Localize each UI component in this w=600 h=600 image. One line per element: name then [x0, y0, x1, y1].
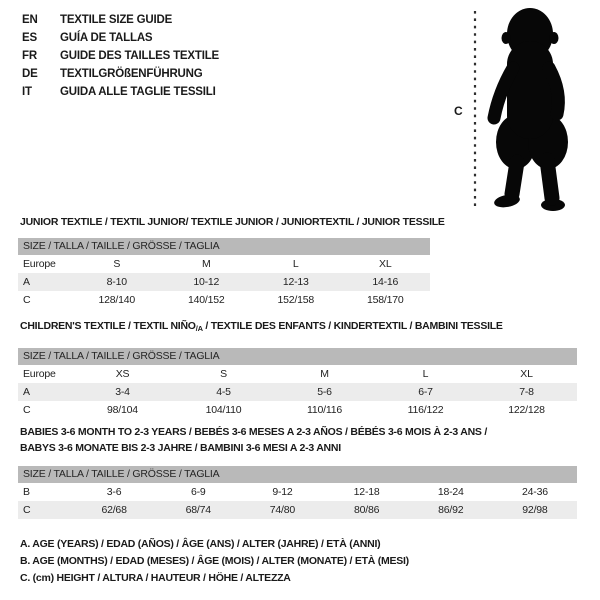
language-title-block [22, 11, 219, 101]
lang-title-es: GUÍA DE TALLAS [60, 32, 153, 44]
table-cell: 12-18 [353, 486, 380, 498]
height-measure-label: C [454, 104, 463, 118]
column-header: S [113, 258, 121, 270]
table-cell: 92/98 [522, 504, 548, 516]
table-row [18, 291, 430, 309]
table-cell: 74/80 [269, 504, 296, 516]
table-cell: 158/170 [366, 294, 404, 306]
table-cell: 7-8 [519, 386, 534, 398]
height-figure [450, 4, 598, 216]
column-header: L [292, 258, 299, 270]
column-header: M [320, 368, 329, 380]
children-title-subscript: /A [195, 324, 203, 333]
row-label: C [23, 504, 31, 516]
column-header: XL [520, 368, 533, 380]
junior-section [18, 215, 445, 309]
table-row [18, 401, 577, 419]
table-cell: 128/140 [98, 294, 136, 306]
row-label: Europe [23, 368, 56, 380]
table-cell: 10-12 [193, 276, 220, 288]
lang-title-de: TEXTILGRÖßENFÜHRUNG [60, 68, 203, 80]
table-row [18, 501, 577, 519]
table-cell: 122/128 [508, 404, 545, 416]
junior-section-title: JUNIOR TEXTILE / TEXTIL JUNIOR/ TEXTILE JUNIOR / JUNIORTEXTIL / JUNIOR TESSILE [20, 216, 445, 228]
table-cell: 18-24 [437, 486, 464, 498]
table-cell: 12-13 [282, 276, 309, 288]
babies-section-title [18, 424, 577, 456]
table-row [18, 365, 577, 383]
lang-code-it: IT [22, 86, 32, 98]
children-title-part1: CHILDREN'S TEXTILE / TEXTIL NIÑO [20, 320, 196, 332]
footnote-a: A. AGE (YEARS) / EDAD (AÑOS) / ÂGE (ANS) / ALTER (JAHRE) / ETÀ (ANNI) [20, 538, 381, 550]
column-header: XL [379, 258, 392, 270]
table-cell: 4-5 [216, 386, 231, 398]
table-cell: 6-9 [190, 486, 206, 498]
row-label: B [23, 486, 30, 498]
babies-title-line1: BABIES 3-6 MONTH TO 2-3 YEARS / BEBÉS 3-6 MESES A 2-3 AÑOS / BÉBÉS 3-6 MOIS À 2-3 ANS / [20, 426, 488, 438]
column-header: M [201, 258, 211, 270]
lang-row-it [22, 83, 219, 101]
table-cell: 98/104 [107, 404, 138, 416]
footnotes [20, 536, 409, 587]
table-cell: 3-4 [115, 386, 130, 398]
lang-code-es: ES [22, 32, 37, 44]
table-row [18, 483, 577, 501]
table-cell: 152/158 [277, 294, 315, 306]
children-section-title [20, 319, 577, 334]
column-header: S [220, 368, 227, 380]
row-label: A [23, 386, 30, 398]
table-cell: 62/68 [101, 504, 127, 516]
lang-row-de [22, 65, 219, 83]
children-section [18, 319, 577, 419]
table-row [18, 273, 430, 291]
table-cell: 68/74 [185, 504, 211, 516]
column-header: L [422, 368, 429, 380]
children-title-part2: / TEXTILE DES ENFANTS / KINDERTEXTIL / BAMBINI TESSILE [202, 320, 503, 332]
footnote-b: B. AGE (MONTHS) / EDAD (MESES) / ÂGE (MOIS) / ALTER (MONATE) / ETÀ (MESI) [20, 555, 409, 567]
row-label: Europe [23, 258, 56, 270]
babies-size-header: SIZE / TALLA / TAILLE / GRÖSSE / TAGLIA [18, 466, 577, 483]
babies-section [18, 424, 577, 519]
lang-code-de: DE [22, 68, 38, 80]
table-cell: 3-6 [106, 486, 122, 498]
table-cell: 6-7 [418, 386, 433, 398]
table-row [18, 383, 577, 401]
footnote-c: C. (cm) HEIGHT / ALTURA / HAUTEUR / HÖHE / ALTEZZA [20, 572, 291, 584]
baby-silhouette-graphic [450, 4, 598, 216]
lang-row-fr [22, 47, 219, 65]
lang-title-it: GUIDA ALLE TAGLIE TESSILI [60, 86, 216, 98]
children-size-header: SIZE / TALLA / TAILLE / GRÖSSE / TAGLIA [18, 348, 577, 365]
table-cell: 104/110 [205, 404, 242, 416]
row-label: C [23, 404, 31, 416]
row-label: A [23, 276, 30, 288]
table-row [18, 255, 430, 273]
lang-code-en: EN [22, 14, 38, 26]
table-cell: 116/122 [407, 404, 444, 416]
table-cell: 14-16 [372, 276, 399, 288]
row-label: C [23, 294, 31, 306]
lang-code-fr: FR [22, 50, 37, 62]
junior-size-header: SIZE / TALLA / TAILLE / GRÖSSE / TAGLIA [18, 238, 430, 255]
column-header: XS [115, 368, 130, 380]
lang-row-es [22, 29, 219, 47]
table-cell: 80/86 [353, 504, 380, 516]
lang-title-en: TEXTILE SIZE GUIDE [60, 14, 173, 26]
table-cell: 5-6 [317, 386, 332, 398]
lang-row-en [22, 11, 219, 29]
table-cell: 24-36 [522, 486, 548, 498]
table-cell: 140/152 [187, 294, 225, 306]
table-cell: 9-12 [272, 486, 293, 498]
lang-title-fr: GUIDE DES TAILLES TEXTILE [60, 50, 219, 62]
table-cell: 110/116 [307, 404, 342, 416]
table-cell: 86/92 [438, 504, 464, 516]
table-cell: 8-10 [106, 276, 127, 288]
babies-title-line2: BABYS 3-6 MONATE BIS 2-3 JAHRE / BAMBINI 3-6 MESI A 2-3 ANNI [20, 442, 341, 454]
